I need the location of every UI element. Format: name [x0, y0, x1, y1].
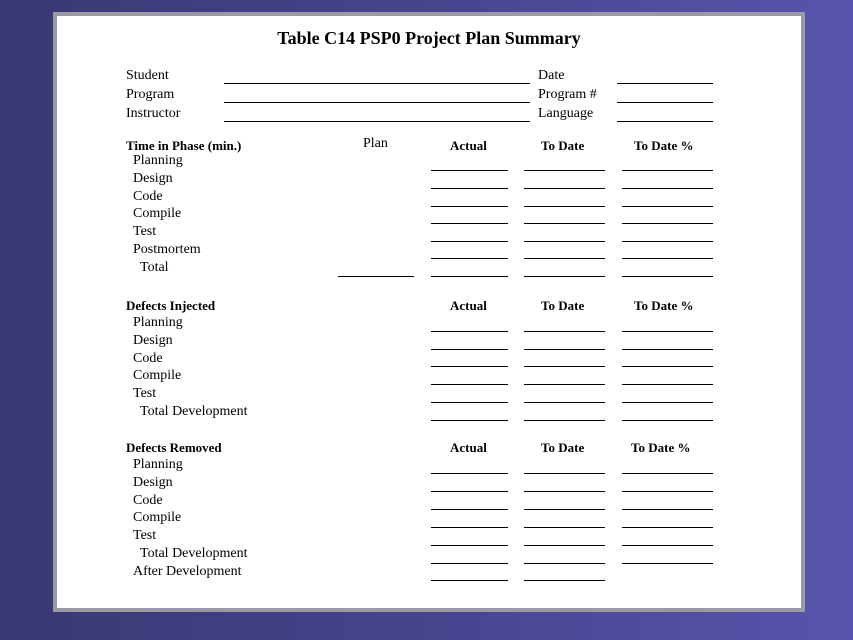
time-todate-line[interactable] — [524, 241, 605, 242]
language-label: Language — [538, 106, 594, 121]
time-todate-line[interactable] — [524, 206, 605, 207]
time-col-to-date: To Date % — [634, 138, 694, 153]
time-pct-line[interactable] — [622, 241, 713, 242]
time-actual-line[interactable] — [431, 188, 508, 189]
removed-actual-line[interactable] — [431, 509, 508, 510]
time-row-compile: Compile — [133, 206, 182, 222]
injected-todate-line[interactable] — [524, 420, 605, 421]
injected-pct-line[interactable] — [622, 420, 713, 421]
injected-todate-line[interactable] — [524, 366, 605, 367]
time-pct-line[interactable] — [622, 170, 713, 171]
time-pct-line[interactable] — [622, 258, 713, 259]
date-field[interactable] — [617, 83, 713, 84]
student-label: Student — [126, 68, 169, 83]
time-pct-line[interactable] — [622, 188, 713, 189]
removed-actual-line[interactable] — [431, 563, 508, 564]
removed-heading: Defects Removed — [126, 440, 222, 455]
form-title: Table C14 PSP0 Project Plan Summary — [277, 28, 581, 48]
time-row-code: Code — [133, 188, 163, 204]
injected-row-code: Code — [133, 350, 163, 366]
injected-pct-line[interactable] — [622, 349, 713, 350]
time-pct-line[interactable] — [622, 223, 713, 224]
language-field[interactable] — [617, 121, 713, 122]
time-row-total: Total — [140, 259, 169, 275]
time-todate-line[interactable] — [524, 188, 605, 189]
removed-actual-line[interactable] — [431, 473, 508, 474]
time-actual-line[interactable] — [431, 223, 508, 224]
removed-col-to-date: To Date % — [631, 440, 691, 455]
injected-heading: Defects Injected — [126, 298, 216, 313]
injected-col-to-date: To Date % — [634, 298, 694, 313]
injected-pct-line[interactable] — [622, 366, 713, 367]
removed-col-to-date: To Date — [541, 440, 585, 455]
removed-row-design: Design — [133, 474, 173, 490]
injected-pct-line[interactable] — [622, 402, 713, 403]
removed-col-actual: Actual — [450, 440, 487, 455]
injected-col-to-date: To Date — [541, 298, 585, 313]
injected-actual-line[interactable] — [431, 420, 508, 421]
time-todate-line[interactable] — [524, 276, 605, 277]
removed-pct-line[interactable] — [622, 473, 713, 474]
removed-pct-line[interactable] — [622, 509, 713, 510]
removed-todate-line[interactable] — [524, 545, 605, 546]
injected-col-actual: Actual — [450, 298, 487, 313]
injected-row-total-development: Total Development — [140, 404, 248, 419]
time-row-test: Test — [133, 224, 157, 240]
time-heading: Time in Phase (min.) — [126, 138, 242, 153]
removed-row-test: Test — [133, 528, 157, 544]
injected-pct-line[interactable] — [622, 384, 713, 385]
time-todate-line[interactable] — [524, 170, 605, 171]
injected-row-design: Design — [133, 332, 173, 348]
removed-todate-line[interactable] — [524, 580, 605, 581]
student-field[interactable] — [224, 83, 530, 84]
time-plan-total-line[interactable] — [338, 276, 414, 277]
time-todate-line[interactable] — [524, 258, 605, 259]
time-actual-line[interactable] — [431, 206, 508, 207]
injected-todate-line[interactable] — [524, 349, 605, 350]
removed-pct-line[interactable] — [622, 491, 713, 492]
injected-actual-line[interactable] — [431, 384, 508, 385]
removed-todate-line[interactable] — [524, 473, 605, 474]
injected-todate-line[interactable] — [524, 384, 605, 385]
removed-pct-line[interactable] — [622, 527, 713, 528]
program-field[interactable] — [224, 102, 530, 103]
time-row-postmortem: Postmortem — [133, 242, 201, 257]
removed-actual-line[interactable] — [431, 580, 508, 581]
removed-pct-line[interactable] — [622, 563, 713, 564]
removed-actual-line[interactable] — [431, 527, 508, 528]
time-col-plan: Plan — [363, 136, 388, 151]
injected-row-test: Test — [133, 386, 157, 402]
injected-actual-line[interactable] — [431, 331, 508, 332]
program-number-label: Program # — [538, 87, 597, 102]
injected-todate-line[interactable] — [524, 331, 605, 332]
removed-row-compile: Compile — [133, 510, 182, 526]
time-pct-line[interactable] — [622, 206, 713, 207]
removed-row-code: Code — [133, 492, 163, 508]
removed-pct-line[interactable] — [622, 545, 713, 546]
injected-actual-line[interactable] — [431, 366, 508, 367]
removed-actual-line[interactable] — [431, 491, 508, 492]
removed-actual-line[interactable] — [431, 545, 508, 546]
time-col-actual: Actual — [450, 138, 487, 153]
time-col-to-date: To Date — [541, 138, 585, 153]
removed-todate-line[interactable] — [524, 563, 605, 564]
injected-row-planning: Planning — [133, 315, 183, 330]
injected-actual-line[interactable] — [431, 349, 508, 350]
injected-todate-line[interactable] — [524, 402, 605, 403]
removed-todate-line[interactable] — [524, 509, 605, 510]
instructor-label: Instructor — [126, 106, 181, 121]
removed-row-planning: Planning — [133, 457, 183, 472]
instructor-field[interactable] — [224, 121, 530, 122]
removed-row-total-development: Total Development — [140, 546, 248, 561]
injected-pct-line[interactable] — [622, 331, 713, 332]
time-row-design: Design — [133, 170, 173, 186]
time-row-planning: Planning — [133, 153, 183, 168]
time-pct-line[interactable] — [622, 276, 713, 277]
date-label: Date — [538, 68, 565, 83]
removed-todate-line[interactable] — [524, 527, 605, 528]
time-actual-line[interactable] — [431, 170, 508, 171]
removed-todate-line[interactable] — [524, 491, 605, 492]
program-label: Program — [126, 87, 175, 102]
time-actual-line[interactable] — [431, 258, 508, 259]
removed-row-after-development: After Development — [133, 563, 242, 579]
time-todate-line[interactable] — [524, 223, 605, 224]
injected-actual-line[interactable] — [431, 402, 508, 403]
time-actual-line[interactable] — [431, 241, 508, 242]
injected-row-compile: Compile — [133, 368, 182, 384]
time-actual-line[interactable] — [431, 276, 508, 277]
program-number-field[interactable] — [617, 102, 713, 103]
